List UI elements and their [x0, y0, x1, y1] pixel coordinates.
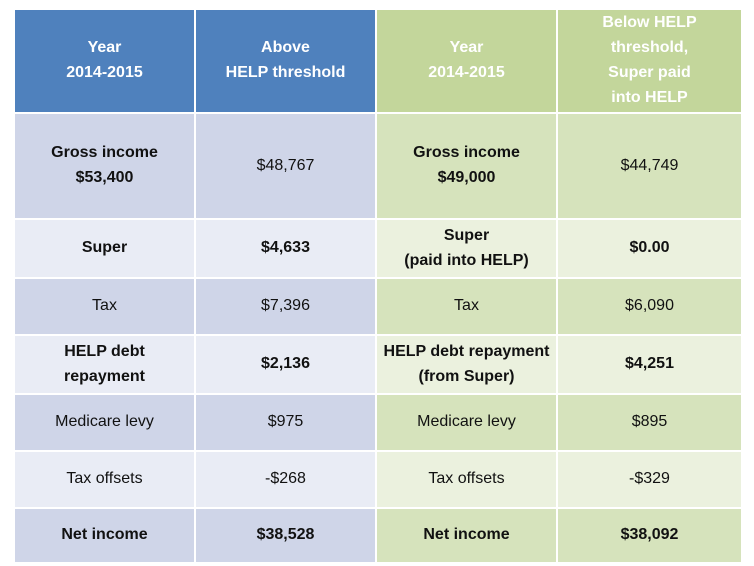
- value-below: -$329: [558, 452, 741, 507]
- header-year-above: Year 2014-2015: [15, 10, 196, 112]
- row-label: Medicare levy: [15, 395, 196, 450]
- table-row-gross-income: [15, 114, 741, 220]
- row-label: HELP debt repayment (from Super): [377, 336, 558, 393]
- row-label: Net income: [15, 509, 196, 562]
- value-below: $0.00: [558, 220, 741, 277]
- table-row-net-income: [15, 509, 741, 562]
- row-label: Super: [15, 220, 196, 277]
- value-below: $38,092: [558, 509, 741, 562]
- table-row-tax: [15, 279, 741, 336]
- value-above: -$268: [196, 452, 377, 507]
- table-row-medicare-levy: [15, 395, 741, 452]
- row-label: Net income: [377, 509, 558, 562]
- row-label: HELP debt repayment: [15, 336, 196, 393]
- table-row-super: [15, 220, 741, 279]
- row-label: Gross income $49,000: [377, 114, 558, 218]
- header-below-help-threshold: Below HELP threshold, Super paid into HELP: [558, 10, 741, 112]
- row-label: Medicare levy: [377, 395, 558, 450]
- value-above: $38,528: [196, 509, 377, 562]
- value-above: $7,396: [196, 279, 377, 334]
- row-label: Tax offsets: [377, 452, 558, 507]
- table-row-tax-offsets: [15, 452, 741, 509]
- row-label: Tax offsets: [15, 452, 196, 507]
- row-label: Tax: [377, 279, 558, 334]
- header-year-below: Year 2014-2015: [377, 10, 558, 112]
- value-above: $48,767: [196, 114, 377, 218]
- value-above: $4,633: [196, 220, 377, 277]
- value-below: $6,090: [558, 279, 741, 334]
- row-label: Gross income $53,400: [15, 114, 196, 218]
- value-below: $895: [558, 395, 741, 450]
- row-label: Tax: [15, 279, 196, 334]
- value-below: $4,251: [558, 336, 741, 393]
- table-header-row: [15, 10, 741, 114]
- value-above: $975: [196, 395, 377, 450]
- value-above: $2,136: [196, 336, 377, 393]
- header-above-help-threshold: Above HELP threshold: [196, 10, 377, 112]
- income-comparison-table: [15, 10, 741, 562]
- value-below: $44,749: [558, 114, 741, 218]
- table-row-help-debt: [15, 336, 741, 395]
- row-label: Super (paid into HELP): [377, 220, 558, 277]
